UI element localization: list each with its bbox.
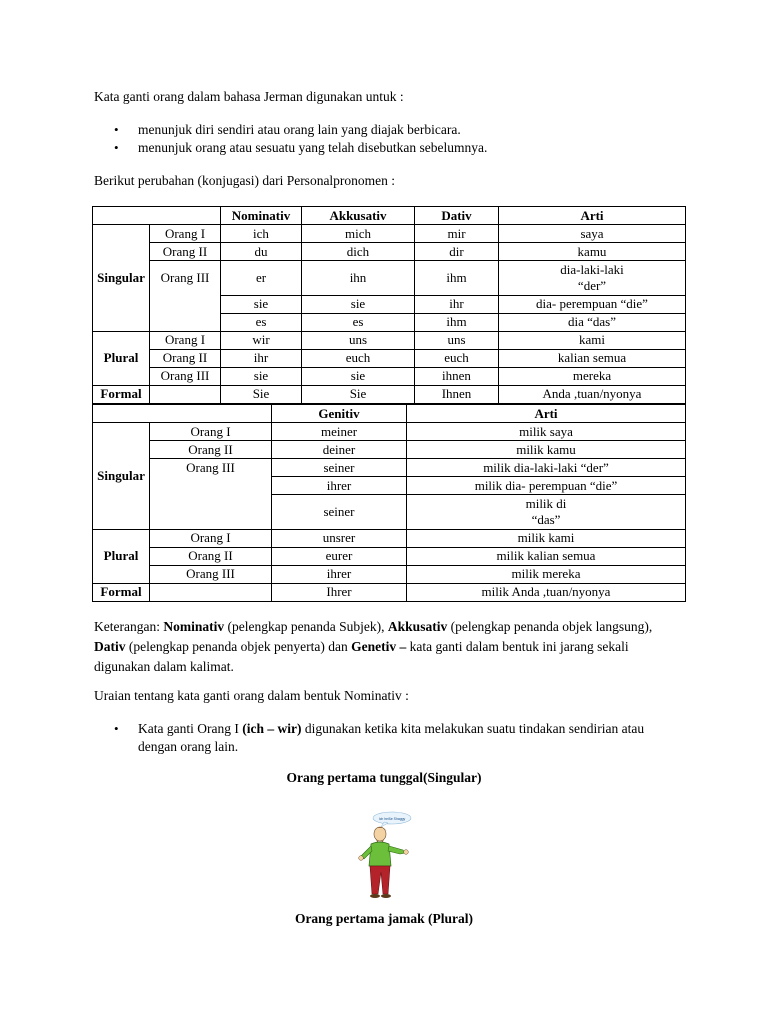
genitiv-cell: Ihrer <box>272 583 407 601</box>
person-cell: Orang II <box>150 349 221 367</box>
arti-cell: kalian semua <box>499 349 686 367</box>
akkusativ-cell: Sie <box>302 385 415 403</box>
dativ-cell: ihr <box>415 295 499 313</box>
person-cell: Orang III <box>150 261 221 296</box>
person-cell: Orang II <box>150 441 272 459</box>
uraian-bullet-list <box>94 720 654 756</box>
bullet-text: Kata ganti Orang I <box>138 721 243 736</box>
nominativ-cell: sie <box>221 367 302 385</box>
arti-cell: milik mereka <box>407 565 686 583</box>
table-row <box>93 529 686 547</box>
term-nominativ: Nominativ <box>163 619 225 634</box>
genitiv-cell: meiner <box>272 423 407 441</box>
plural-label: Plural <box>93 331 150 385</box>
arti-cell: milik kalian semua <box>407 547 686 565</box>
arti-cell: milik saya <box>407 423 686 441</box>
dativ-cell: dir <box>415 243 499 261</box>
person-cell <box>150 295 221 313</box>
genitiv-cell: eurer <box>272 547 407 565</box>
arti-line: dia-laki-laki <box>560 261 624 277</box>
header-akkusativ: Akkusativ <box>302 207 415 225</box>
genitiv-cell: unsrer <box>272 529 407 547</box>
nominativ-cell: ihr <box>221 349 302 367</box>
term-genetiv: Genetiv – <box>351 639 407 654</box>
akkusativ-cell: mich <box>302 225 415 243</box>
list-item: • menunjuk orang atau sesuatu yang telah disebutkan sebelumnya. <box>94 139 694 157</box>
arti-cell: milik kamu <box>407 441 686 459</box>
arti-cell <box>407 495 686 530</box>
dativ-cell: ihm <box>415 313 499 331</box>
table-row <box>93 459 686 477</box>
person-cell: Orang I <box>150 225 221 243</box>
dativ-cell: mir <box>415 225 499 243</box>
genitiv-cell: deiner <box>272 441 407 459</box>
header-nominativ: Nominativ <box>221 207 302 225</box>
term-dativ: Dativ <box>94 639 126 654</box>
table-row <box>93 261 686 296</box>
arti-cell: kamu <box>499 243 686 261</box>
intro-text: Kata ganti orang dalam bahasa Jerman digunakan untuk : <box>94 89 404 104</box>
dativ-cell: uns <box>415 331 499 349</box>
arti-cell: mereka <box>499 367 686 385</box>
table-row <box>93 349 686 367</box>
arti-cell: Anda ,tuan/nyonya <box>499 385 686 403</box>
usage-bullet-list <box>94 121 694 157</box>
table-row <box>93 477 686 495</box>
table-row <box>93 565 686 583</box>
header-arti: Arti <box>499 207 686 225</box>
table-header-row <box>93 207 686 225</box>
arti-cell: kami <box>499 331 686 349</box>
table-row <box>93 243 686 261</box>
genitiv-cell: seiner <box>272 495 407 530</box>
keterangan-paragraph <box>94 617 684 677</box>
table-row <box>93 583 686 601</box>
akkusativ-cell: ihn <box>302 261 415 296</box>
dativ-cell: Ihnen <box>415 385 499 403</box>
akkusativ-cell: sie <box>302 295 415 313</box>
person-cell: Orang III <box>150 459 272 477</box>
arti-line: milik di <box>525 495 567 511</box>
table-row <box>93 423 686 441</box>
heading-singular: Orang pertama tunggal(Singular) <box>286 770 482 785</box>
person-cell: Orang I <box>150 331 221 349</box>
nominativ-cell: ich <box>221 225 302 243</box>
person-cell: Orang I <box>150 423 272 441</box>
nominativ-cell: sie <box>221 295 302 313</box>
plural-label: Plural <box>93 529 150 583</box>
keterangan-text: (pelengkap penanda objek penyerta) dan <box>125 639 352 654</box>
genitiv-table <box>92 404 686 602</box>
table-row <box>93 367 686 385</box>
arti-cell: milik kami <box>407 529 686 547</box>
person-cell: Orang II <box>150 547 272 565</box>
shaggy-illustration <box>348 810 414 900</box>
genitiv-cell: seiner <box>272 459 407 477</box>
list-item <box>94 720 654 756</box>
header-dativ: Dativ <box>415 207 499 225</box>
table-row <box>93 385 686 403</box>
header-genitiv: Genitiv <box>272 405 407 423</box>
table-row <box>93 547 686 565</box>
speech-bubble-text: Ich heiße Shaggy <box>378 817 406 821</box>
dativ-cell: ihm <box>415 261 499 296</box>
person-cell <box>150 385 221 403</box>
singular-label: Singular <box>93 423 150 530</box>
arti-cell: milik dia- perempuan “die” <box>407 477 686 495</box>
keterangan-label: Keterangan: <box>94 619 164 634</box>
akkusativ-cell: sie <box>302 367 415 385</box>
table-row <box>93 313 686 331</box>
genitiv-cell: ihrer <box>272 477 407 495</box>
nominativ-cell: Sie <box>221 385 302 403</box>
person-cell <box>150 313 221 331</box>
person-cell <box>150 495 272 530</box>
bullet-text: digunakan ketika kita melakukan suatu tindakan sendirian atau dengan orang lain. <box>138 721 645 754</box>
formal-label: Formal <box>93 385 150 403</box>
dativ-cell: ihnen <box>415 367 499 385</box>
nominativ-cell: wir <box>221 331 302 349</box>
nominativ-cell: es <box>221 313 302 331</box>
akkusativ-cell: es <box>302 313 415 331</box>
personalpronomen-table <box>92 206 686 404</box>
cartoon-figure-icon <box>348 810 414 900</box>
person-cell: Orang III <box>150 367 221 385</box>
person-cell: Orang III <box>150 565 272 583</box>
arti-cell: milik dia-laki-laki “der” <box>407 459 686 477</box>
keterangan-text: (pelengkap penanda objek langsung), <box>447 619 653 634</box>
table-row <box>93 225 686 243</box>
genitiv-cell: ihrer <box>272 565 407 583</box>
table-header-row <box>93 405 686 423</box>
akkusativ-cell: euch <box>302 349 415 367</box>
arti-cell: saya <box>499 225 686 243</box>
header-arti: Arti <box>407 405 686 423</box>
person-cell <box>150 477 272 495</box>
keterangan-text: kata ganti dalam bentuk ini jarang sekali digunakan dalam kalimat. <box>94 639 629 674</box>
arti-cell <box>499 261 686 296</box>
heading-plural: Orang pertama jamak (Plural) <box>294 911 474 926</box>
person-cell: Orang II <box>150 243 221 261</box>
akkusativ-cell: dich <box>302 243 415 261</box>
arti-cell: dia- perempuan “die” <box>499 295 686 313</box>
person-cell: Orang I <box>150 529 272 547</box>
arti-cell: milik Anda ,tuan/nyonya <box>407 583 686 601</box>
person-cell <box>150 583 272 601</box>
uraian-text: Uraian tentang kata ganti orang dalam bentuk Nominativ : <box>94 688 409 703</box>
table-row <box>93 295 686 313</box>
arti-line: “der” <box>577 277 607 293</box>
bullet-bold-term: (ich – wir) <box>242 721 302 736</box>
nominativ-cell: du <box>221 243 302 261</box>
list-item: • menunjuk diri sendiri atau orang lain yang diajak berbicara. <box>94 121 694 139</box>
table-row <box>93 331 686 349</box>
table-row <box>93 441 686 459</box>
arti-cell: dia “das” <box>499 313 686 331</box>
table-intro-text: Berikut perubahan (konjugasi) dari Personalpronomen : <box>94 173 396 188</box>
akkusativ-cell: uns <box>302 331 415 349</box>
formal-label: Formal <box>93 583 150 601</box>
singular-label: Singular <box>93 225 150 332</box>
nominativ-cell: er <box>221 261 302 296</box>
arti-line: “das” <box>531 511 561 527</box>
table-row <box>93 495 686 530</box>
keterangan-text: (pelengkap penanda Subjek), <box>224 619 388 634</box>
dativ-cell: euch <box>415 349 499 367</box>
term-akkusativ: Akkusativ <box>387 619 448 634</box>
